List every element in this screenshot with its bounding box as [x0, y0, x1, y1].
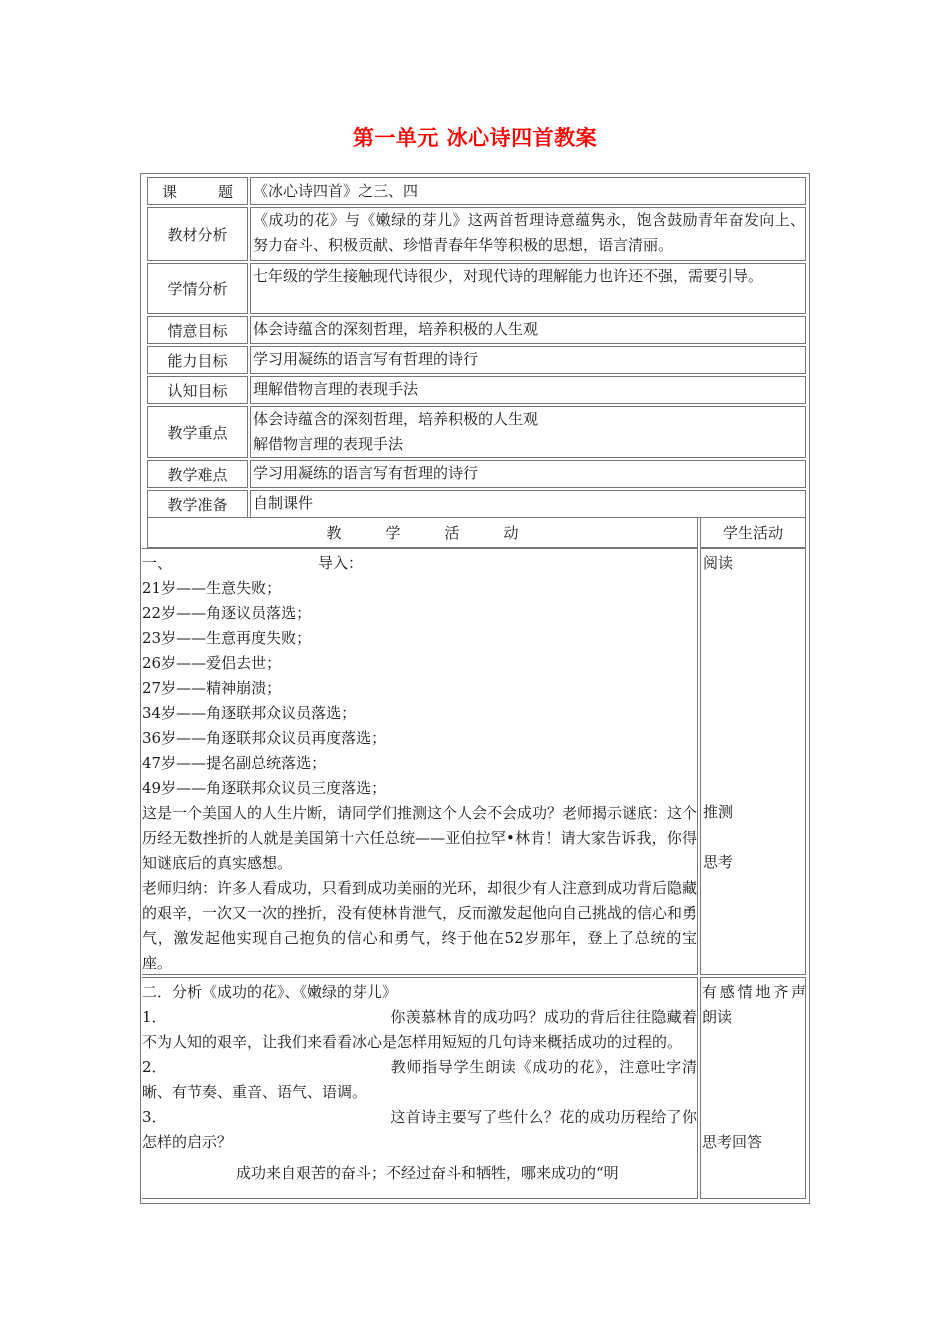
label-cognitive-goal: 认知目标 [147, 376, 248, 404]
header-char-1: 教 [326, 524, 342, 542]
analysis-item-2 [142, 1055, 697, 1105]
label-subject [147, 177, 248, 205]
student-activity-guess: 推测 [703, 803, 734, 821]
timeline-item: 22岁——角逐议员落选； [142, 604, 312, 622]
section-analysis-student-cell [700, 977, 806, 1199]
student-activity-header: 学生活动 [700, 517, 806, 548]
header-char-2: 学 [385, 524, 401, 542]
timeline-item: 34岁——角逐联邦众议员落选； [142, 704, 357, 722]
intro-heading [142, 551, 697, 576]
section-analysis-cell [142, 977, 698, 1199]
label-subject-char-2: 题 [217, 182, 233, 201]
header-char-4: 动 [503, 524, 519, 542]
label-student-analysis: 学情分析 [147, 263, 248, 314]
timeline-item: 47岁——提名副总统落选； [142, 754, 327, 772]
timeline-item: 23岁——生意再度失败； [142, 629, 312, 647]
student-activity-recite: 有感情地齐声朗读 [702, 983, 806, 1026]
analysis-item-1-text: 你羡慕林肯的成功吗？成功的背后往往隐藏着不为人知的艰辛，让我们来看看冰心是怎样用短短的几句诗来概括成功的过程的。 [142, 1008, 697, 1051]
student-activity-think: 思考 [703, 853, 734, 871]
analysis-item-3-text: 这首诗主要写了些什么？花的成功历程给了你怎样的启示？ [142, 1108, 697, 1151]
student-activity-answer: 思考回答 [702, 1133, 763, 1151]
value-preparation: 自制课件 [250, 490, 806, 518]
teaching-activity-header [147, 517, 698, 548]
value-key-points [250, 406, 806, 458]
analysis-item-2-number: 2． [142, 1058, 167, 1076]
analysis-item-1 [142, 1005, 697, 1055]
analysis-answer-line: 成功来自艰苦的奋斗；不经过奋斗和牺牲，哪来成功的“明 [236, 1164, 619, 1182]
value-textbook-analysis: 《成功的花》与《嫩绿的芽儿》这两首哲理诗意蕴隽永，饱含鼓励青年奋发向上、努力奋斗、积极贡献、珍惜青春年华等积极的思想，语言清丽。 [250, 207, 806, 261]
label-subject-char-1: 课 [162, 182, 178, 201]
analysis-item-2-text: 教师指导学生朗读《成功的花》，注意吐字清晰、有节奏、重音、语气、语调。 [142, 1058, 697, 1101]
page-title: 第一单元 冰心诗四首教案 [352, 126, 598, 150]
value-difficulty: 学习用凝练的语言写有哲理的诗行 [250, 460, 806, 488]
intro-summary: 老师归纳：许多人看成功，只看到成功美丽的光环，却很少有人注意到成功背后隐藏的艰辛，一次又一次的挫折，没有使林肯泄气，反而激发起他向自己挑战的信心和勇气，激发起他实现自己抱负的信心和勇气，终于他在52岁那年，登上了总统的宝座。 [142, 879, 698, 972]
section-intro-cell [142, 548, 698, 975]
section-intro-student-cell [700, 548, 806, 975]
analysis-heading: 二．分析《成功的花》、《嫩绿的芽儿》 [142, 983, 398, 1001]
label-preparation: 教学准备 [147, 490, 248, 518]
key-point-line-2: 解借物言理的表现手法 [253, 435, 404, 453]
key-point-line-1: 体会诗蕴含的深刻哲理，培养积极的人生观 [253, 410, 539, 428]
timeline-item: 26岁——爱侣去世； [142, 654, 282, 672]
intro-heading-number: 一、 [142, 554, 173, 572]
header-char-3: 活 [444, 524, 460, 542]
value-student-analysis: 七年级的学生接触现代诗很少，对现代诗的理解能力也许还不强，需要引导。 [250, 263, 806, 314]
timeline-item: 49岁——角逐联邦众议员三度落选； [142, 779, 387, 797]
label-difficulty: 教学难点 [147, 460, 248, 488]
value-affective-goal: 体会诗蕴含的深刻哲理，培养积极的人生观 [250, 316, 806, 344]
label-affective-goal: 情意目标 [147, 316, 248, 344]
value-ability-goal: 学习用凝练的语言写有哲理的诗行 [250, 346, 806, 374]
analysis-item-3-number: 3． [142, 1108, 167, 1126]
intro-question: 这是一个美国人的人生片断，请同学们推测这个人会不会成功？老师揭示谜底：这个历经无数挫折的人就是美国第十六任总统——亚伯拉罕•林肯！请大家告诉我，你得知谜底后的真实感想。 [142, 804, 698, 872]
label-textbook-analysis: 教材分析 [147, 207, 248, 261]
label-key-points: 教学重点 [147, 406, 248, 458]
value-subject: 《冰心诗四首》之三、四 [250, 177, 806, 205]
analysis-item-3 [142, 1105, 697, 1155]
value-cognitive-goal: 理解借物言理的表现手法 [250, 376, 806, 404]
analysis-item-1-number: 1． [142, 1008, 167, 1026]
timeline-item: 36岁——角逐联邦众议员再度落选； [142, 729, 387, 747]
intro-heading-text: 导入： [318, 554, 364, 572]
student-activity-read: 阅读 [703, 554, 734, 572]
timeline-item: 21岁——生意失败； [142, 579, 282, 597]
timeline-item: 27岁——精神崩溃； [142, 679, 282, 697]
label-ability-goal: 能力目标 [147, 346, 248, 374]
